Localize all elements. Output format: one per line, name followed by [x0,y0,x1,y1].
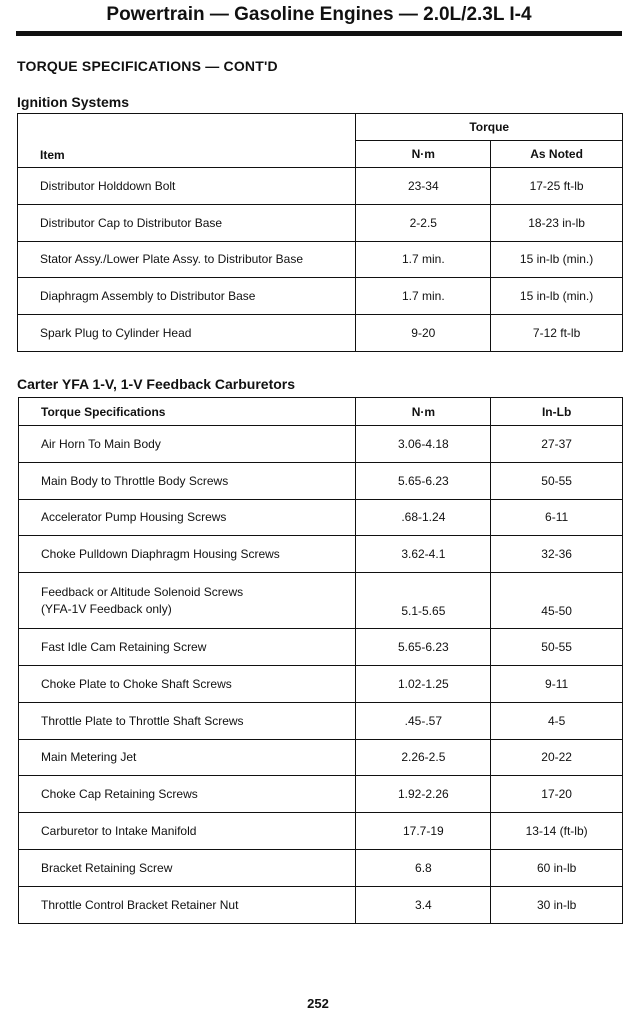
cell-in-lb: 27-37 [491,426,623,463]
table-row [19,499,623,536]
carburetor-table [18,397,623,924]
cell-in-lb: 9-11 [491,665,623,702]
column-header-as-noted: As Noted [491,141,623,168]
table-row [18,278,623,315]
cell-item: Accelerator Pump Housing Screws [19,499,356,536]
table-row [19,849,623,886]
table-row [19,573,623,629]
table-row [19,702,623,739]
column-header-item: Item [18,114,356,168]
cell-nm: 6.8 [356,849,491,886]
cell-nm: 1.7 min. [356,278,491,315]
cell-item-note: (YFA-1V Feedback only) [41,601,172,616]
cell-item: Fast Idle Cam Retaining Screw [19,629,356,666]
table-row [18,168,623,205]
page-number: 252 [307,996,329,1011]
cell-item: Distributor Cap to Distributor Base [18,204,356,241]
table-row [19,776,623,813]
cell-nm: 1.92-2.26 [356,776,491,813]
cell-nm: 5.1-5.65 [356,573,491,629]
cell-nm: .68-1.24 [356,499,491,536]
cell-item: Spark Plug to Cylinder Head [18,315,356,352]
table-row [19,886,623,923]
table-header-row [18,114,623,141]
cell-as-noted: 15 in-lb (min.) [491,241,623,278]
cell-nm: 2.26-2.5 [356,739,491,776]
table-row [19,426,623,463]
cell-in-lb: 6-11 [491,499,623,536]
cell-item: Choke Pulldown Diaphragm Housing Screws [19,536,356,573]
cell-item: Carburetor to Intake Manifold [19,813,356,850]
cell-as-noted: 7-12 ft-lb [491,315,623,352]
table-row [19,665,623,702]
cell-item-line: Feedback or Altitude Solenoid Screws [41,584,244,599]
cell-item: Choke Cap Retaining Screws [19,776,356,813]
cell-item: Diaphragm Assembly to Distributor Base [18,278,356,315]
cell-in-lb: 20-22 [491,739,623,776]
cell-as-noted: 17-25 ft-lb [491,168,623,205]
cell-nm: 5.65-6.23 [356,629,491,666]
cell-item: Main Metering Jet [19,739,356,776]
table-row [18,315,623,352]
cell-item: Main Body to Throttle Body Screws [19,462,356,499]
cell-in-lb: 45-50 [491,573,623,629]
table-row [19,462,623,499]
cell-nm: 1.02-1.25 [356,665,491,702]
cell-item: Throttle Control Bracket Retainer Nut [19,886,356,923]
cell-nm: 3.4 [356,886,491,923]
ignition-heading: Ignition Systems [17,94,130,110]
column-group-torque: Torque [356,114,623,141]
carburetor-heading: Carter YFA 1-V, 1-V Feedback Carburetors [17,376,296,392]
cell-in-lb: 4-5 [491,702,623,739]
cell-item: Throttle Plate to Throttle Shaft Screws [19,702,356,739]
cell-nm: 3.06-4.18 [356,426,491,463]
table-row [19,813,623,850]
cell-item: Bracket Retaining Screw [19,849,356,886]
section-heading: TORQUE SPECIFICATIONS — CONT'D [17,58,278,74]
cell-nm: 17.7-19 [356,813,491,850]
cell-as-noted: 15 in-lb (min.) [491,278,623,315]
cell-in-lb: 50-55 [491,462,623,499]
cell-nm: 5.65-6.23 [356,462,491,499]
cell-nm: 2-2.5 [356,204,491,241]
cell-nm: 23-34 [356,168,491,205]
cell-as-noted: 18-23 in-lb [491,204,623,241]
table-row [18,241,623,278]
cell-item: Stator Assy./Lower Plate Assy. to Distributor Base [18,241,356,278]
cell-nm: 3.62-4.1 [356,536,491,573]
cell-item: Air Horn To Main Body [19,426,356,463]
cell-nm: 9-20 [356,315,491,352]
column-header-nm: N·m [356,141,491,168]
ignition-table [17,113,623,352]
cell-in-lb: 17-20 [491,776,623,813]
cell-in-lb: 50-55 [491,629,623,666]
cell-in-lb: 60 in-lb [491,849,623,886]
cell-in-lb: 30 in-lb [491,886,623,923]
column-header-nm: N·m [356,398,491,426]
column-header-torque-specifications: Torque Specifications [19,398,356,426]
page-header: Powertrain — Gasoline Engines — 2.0L/2.3L I-4 [16,0,622,36]
column-header-in-lb: In-Lb [491,398,623,426]
table-header-row [19,398,623,426]
cell-in-lb: 32-36 [491,536,623,573]
cell-nm: .45-.57 [356,702,491,739]
table-row [18,204,623,241]
cell-item: Choke Plate to Choke Shaft Screws [19,665,356,702]
cell-in-lb: 13-14 (ft-lb) [491,813,623,850]
table-row [19,536,623,573]
cell-nm: 1.7 min. [356,241,491,278]
cell-item: Distributor Holddown Bolt [18,168,356,205]
table-row [19,739,623,776]
table-row [19,629,623,666]
cell-item [19,573,356,629]
